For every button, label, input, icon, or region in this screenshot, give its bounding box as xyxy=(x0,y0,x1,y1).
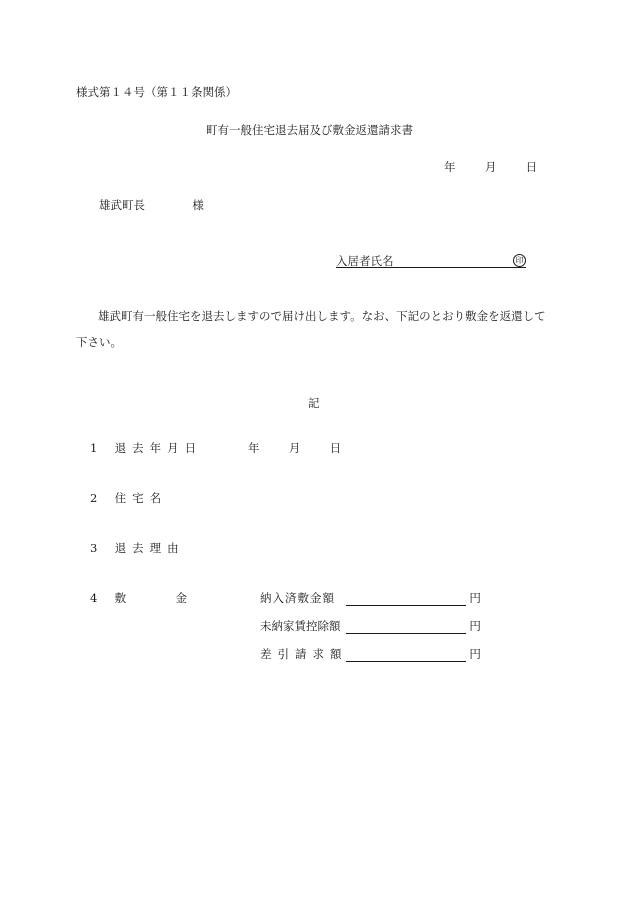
date-day: 日 xyxy=(525,160,538,174)
deposit-paid-field[interactable] xyxy=(346,591,466,606)
notification-text xyxy=(76,303,546,355)
item-1-month: 月 xyxy=(288,441,301,455)
unpaid-rent-label: 未納家賃控除額 xyxy=(260,619,341,633)
date-month: 月 xyxy=(484,160,497,174)
form-number: 様式第１４号（第１１条関係） xyxy=(76,85,237,99)
addressee xyxy=(99,197,204,213)
document-title: 町有一般住宅退去届及び敷金返還請求書 xyxy=(206,123,413,137)
item-1-day: 日 xyxy=(329,441,342,455)
item-4-label-b: 金 xyxy=(175,591,187,605)
item-1-label: 退去年月日 xyxy=(114,441,203,455)
notification-body: 雄武町有一般住宅を退去しますので届け出します。なお、下記のとおり敷金を返還して下さい。 xyxy=(76,309,546,349)
item-1-date[interactable] xyxy=(248,440,341,456)
item-1-year: 年 xyxy=(248,441,260,455)
deposit-row-1 xyxy=(260,590,481,606)
applicant-label: 入居者氏名 xyxy=(336,254,394,268)
net-claim-unit: 円 xyxy=(469,647,481,661)
item-4-label-a: 敷 xyxy=(114,591,127,605)
item-4 xyxy=(90,590,187,606)
deposit-paid-label: 納入済敷金額 xyxy=(260,591,335,605)
item-2-label: 住宅名 xyxy=(114,491,168,505)
deposit-row-2 xyxy=(260,618,481,634)
item-1 xyxy=(90,440,202,456)
item-2 xyxy=(90,490,167,506)
addressee-name: 雄武町長 xyxy=(99,198,145,212)
deposit-row-3 xyxy=(260,646,481,662)
net-claim-label: 差引請求額 xyxy=(260,647,348,661)
applicant-line xyxy=(336,253,526,268)
unpaid-rent-field[interactable] xyxy=(346,619,466,634)
addressee-honorific: 様 xyxy=(192,198,204,212)
date-year: 年 xyxy=(444,160,456,174)
seal-mark: 印 xyxy=(513,254,526,267)
item-2-number: 2 xyxy=(90,491,98,505)
deposit-paid-unit: 円 xyxy=(469,591,481,605)
item-3-label: 退去理由 xyxy=(114,541,185,555)
item-3 xyxy=(90,540,185,556)
unpaid-rent-unit: 円 xyxy=(469,619,481,633)
net-claim-field[interactable] xyxy=(346,647,466,662)
ki-heading: 記 xyxy=(308,396,320,410)
applicant-name-field[interactable] xyxy=(336,253,526,268)
item-4-number: 4 xyxy=(90,591,98,605)
date-line xyxy=(444,159,537,175)
item-3-number: 3 xyxy=(90,541,98,555)
item-1-number: 1 xyxy=(90,441,98,455)
